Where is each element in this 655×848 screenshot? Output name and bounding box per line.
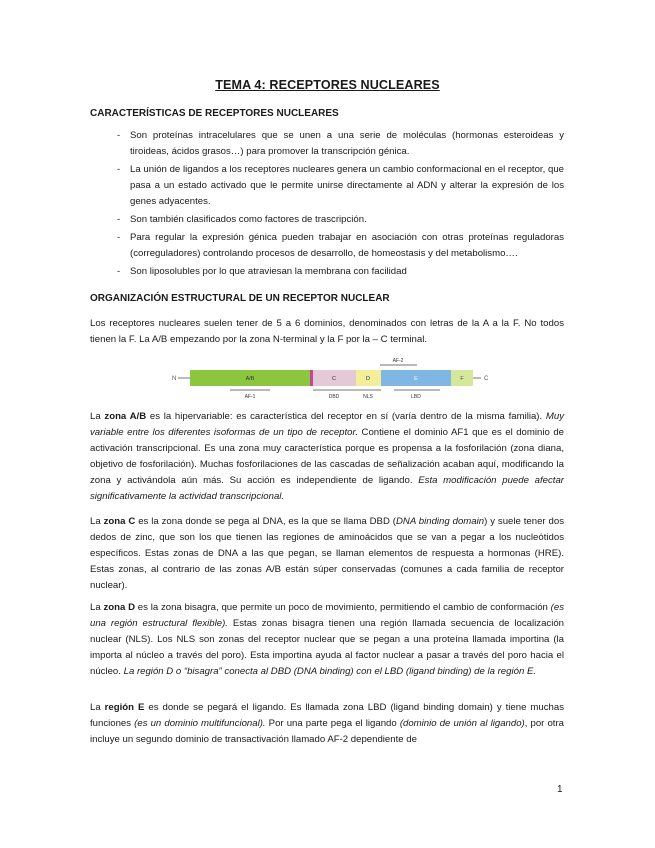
c-terminal-label: C	[484, 376, 489, 382]
paragraph-zone-c: La zona C es la zona donde se pega al DNA, es la que se llama DBD (DNA binding domain) y suele tener dos dedos de zinc, que son los que tienen las regiones de aminoácidos que se van a pegar a los nucleótidos específicos. Estas zonas de DNA a las que pegan, se llaman elementos de respuesta a hormonas (HRE). Estas zonas, al contrario de las zonas A/B están súper conservadas (comunes a cada familia de receptor nuclear).	[90, 516, 565, 592]
list-item: - Son también clasificados como factores de trascripción.	[117, 214, 367, 225]
section-heading-characteristics: CARACTERÍSTICAS DE RECEPTORES NUCLEARES	[90, 108, 339, 119]
page-title: TEMA 4: RECEPTORES NUCLEARES	[215, 78, 440, 92]
lbd-label: LBD	[411, 394, 421, 400]
domain-f-label: F	[460, 376, 464, 382]
list-item: - Son proteínas intracelulares que se unen a una serie de moléculas (hormonas esteroideas y tiroideas, ácidos grasos…) para promover la transcripción génica.	[117, 130, 564, 157]
term-zone-c: zona C	[103, 516, 136, 527]
term-zone-ab: zona A/B	[104, 411, 147, 422]
domain-c-label: C	[332, 376, 336, 382]
paragraph-region-e: La región E es donde se pegará el ligando. Es llamada zona LBD (ligand binding domain) y tiene muchas funciones (es un dominio multifuncional). Por una parte pega el ligando (dominio de unión al ligando), por otra incluye un segundo dominio de transactivación llamado AF-2 dependiente de	[90, 702, 565, 746]
af2-label: AF-2	[392, 358, 404, 364]
domain-c-stripe	[310, 370, 313, 386]
receptor-domain-diagram	[172, 353, 492, 403]
dbd-label: DBD	[328, 394, 340, 400]
page-number: 1	[557, 784, 563, 795]
paragraph-zone-ab: La zona A/B es la hipervariable: es característica del receptor en sí (varía dentro de la misma familia). Muy variable entre los diferentes isoformas de un tipo de receptor. Contiene el dominio AF1 que es el dominio de activación transcripcional. Es una zona muy característica porque es propensa a la fosforilación (zona diana, objetivo de fosforilación). Muchas fosforilaciones de las cascadas de señalización acaban aquí, modificando la zona y activándola aún más. Su acción es independiente de ligando. Esta modificación puede afectar significativamente la actividad transcripcional.	[90, 411, 565, 503]
structure-intro-paragraph: Los receptores nucleares suelen tener de 5 a 6 dominios, denominados con letras de la A a la F. No todos tienen la F. La A/B empezando por la zona N-terminal y la F por la – C terminal.	[90, 318, 564, 346]
af1-label: AF-1	[244, 394, 256, 400]
domain-ab-label: A/B	[245, 376, 255, 382]
section-heading-structure: ORGANIZACIÓN ESTRUCTURAL DE UN RECEPTOR NUCLEAR	[90, 293, 390, 304]
paragraph-zone-d: La zona D es la zona bisagra, que permite un poco de movimiento, permitiendo el cambio de conformación (es una región estructural flexible). Estas zonas bisagra tienen una región llamada secuencia de localización nuclear (NLS). Los NLS son zonas del receptor nuclear que se pegan a una proteína llamada importina (la importa al núcleo a través del poro). Esta importina ayuda al factor nuclear a pasar a través del poro hacia el núcleo. La región D o “bisagra” conecta al DBD (DNA binding) con el LBD (ligand binding) de la región E.	[90, 602, 565, 678]
list-item: - Para regular la expresión génica pueden trabajar en asociación con otras proteínas reguladoras (correguladores) controlando procesos de desarrollo, de homeostasis y del metabolismo….	[117, 232, 564, 259]
domain-d-label: D	[366, 376, 370, 382]
domain-e-label: E	[414, 376, 418, 382]
list-item: - Son liposolubles por lo que atraviesan la membrana con facilidad	[117, 266, 407, 277]
characteristics-list	[90, 128, 564, 282]
nls-label: NLS	[363, 394, 373, 400]
term-region-e: región E	[104, 702, 145, 713]
term-zone-d: zona D	[103, 602, 136, 613]
n-terminal-label: N	[172, 376, 177, 382]
list-item: - La unión de ligandos a los receptores nucleares genera un cambio conformacional en el receptor, que pasa a un estado activado que le permite unirse directamente al ADN y alterar la expresión de los genes adyacentes.	[117, 164, 564, 207]
